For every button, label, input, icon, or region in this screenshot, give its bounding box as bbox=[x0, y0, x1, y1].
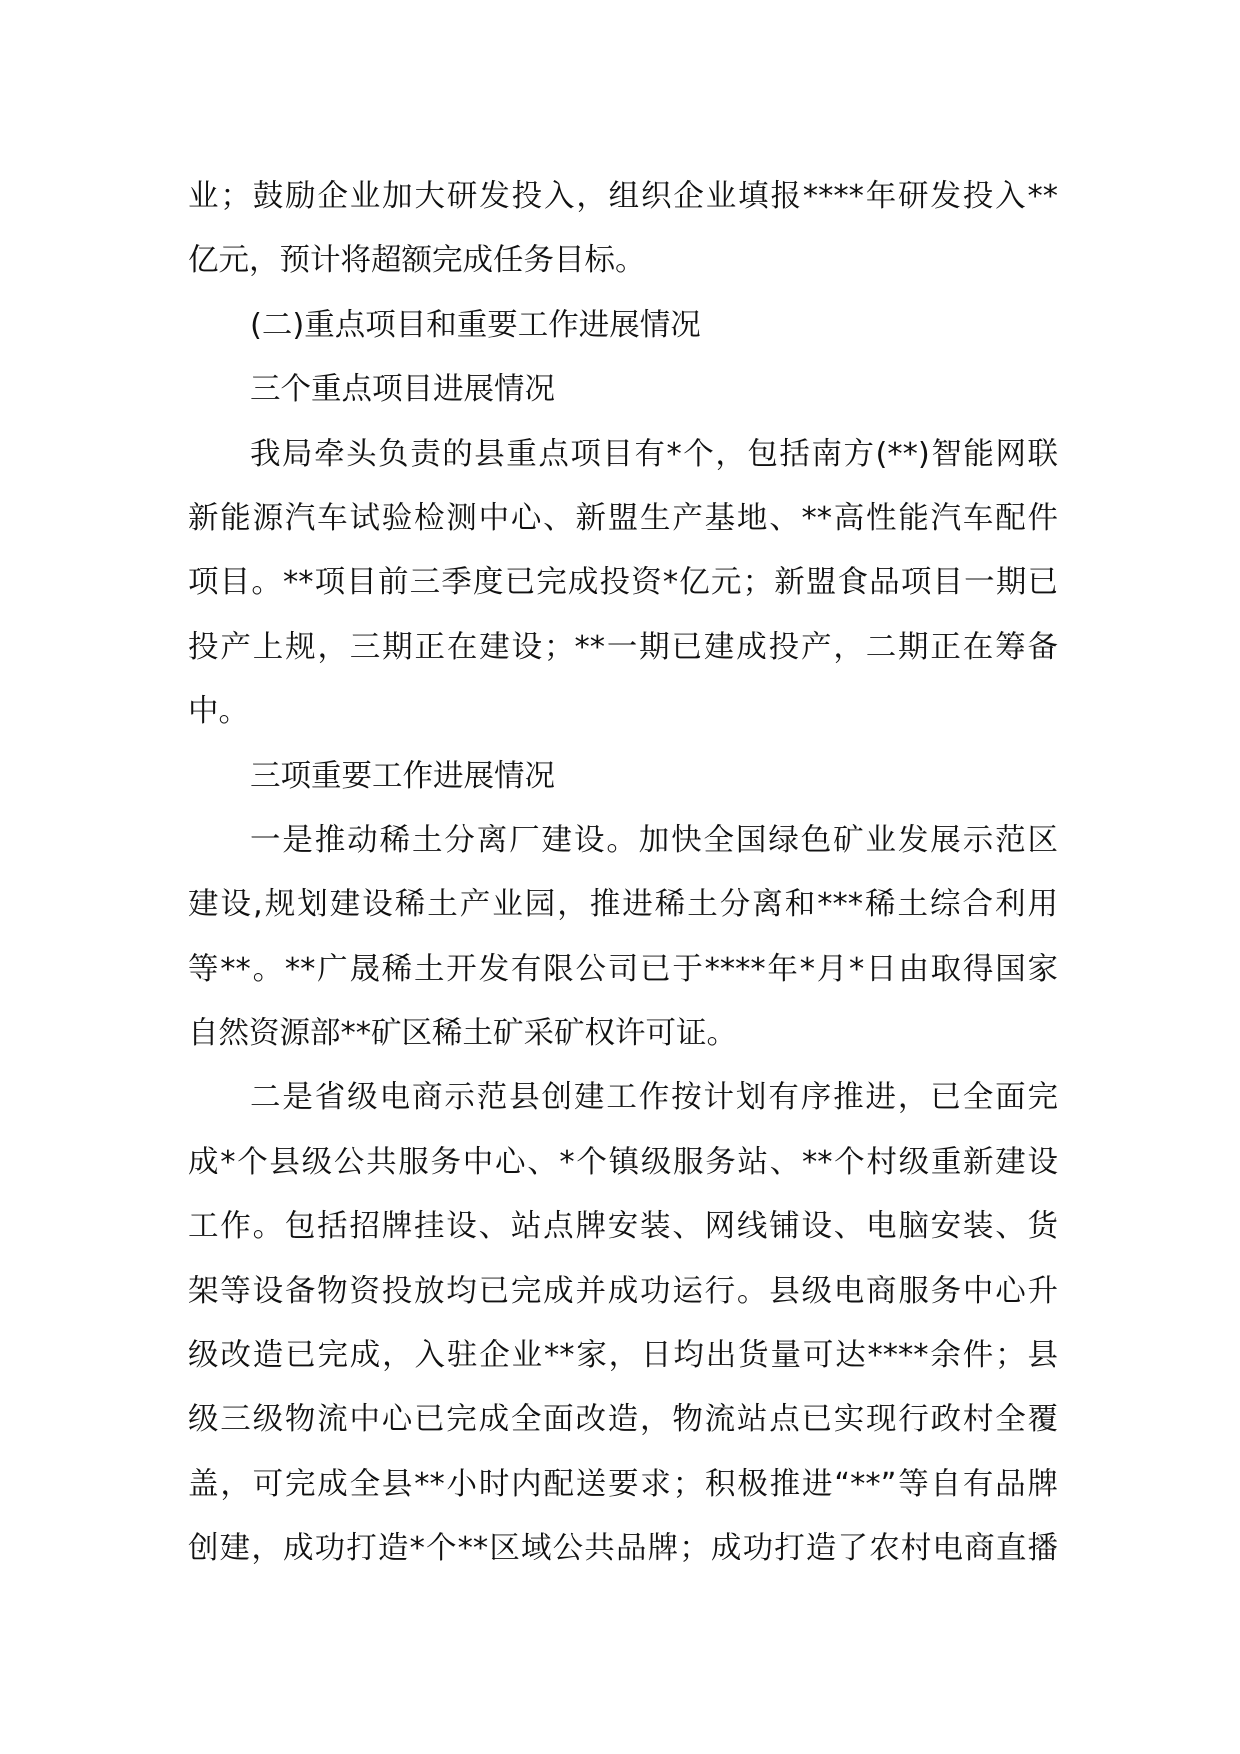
paragraph-line: 我局牵头负责的县重点项目有*个，包括南方(**)智能网联 bbox=[250, 436, 1058, 472]
paragraph-line: 建设,规划建设稀土产业园，推进稀土分离和***稀土综合利用 bbox=[188, 887, 1058, 923]
paragraph-line: 盖，可完成全县**小时内配送要求；积极推进“**”等自有品牌 bbox=[188, 1466, 1058, 1502]
paragraph-line: 创建，成功打造*个**区域公共品牌；成功打造了农村电商直播 bbox=[188, 1531, 1058, 1567]
paragraph-line: 等**。**广晟稀土开发有限公司已于****年*月*日由取得国家 bbox=[188, 951, 1058, 987]
paragraph-line: 一是推动稀土分离厂建设。加快全国绿色矿业发展示范区 bbox=[250, 822, 1058, 858]
paragraph-line: 成*个县级公共服务中心、*个镇级服务站、**个村级重新建设 bbox=[188, 1144, 1058, 1180]
paragraph-line: 自然资源部**矿区稀土矿采矿权许可证。 bbox=[188, 1016, 737, 1052]
subsection-heading: 三项重要工作进展情况 bbox=[250, 758, 555, 794]
paragraph-line: 架等设备物资投放均已完成并成功运行。县级电商服务中心升 bbox=[188, 1273, 1058, 1309]
paragraph-line: 投产上规，三期正在建设；**一期已建成投产，二期正在筹备 bbox=[188, 629, 1058, 665]
section-heading: (二)重点项目和重要工作进展情况 bbox=[250, 307, 701, 343]
subsection-heading: 三个重点项目进展情况 bbox=[250, 372, 555, 408]
paragraph-line: 二是省级电商示范县创建工作按计划有序推进，已全面完 bbox=[250, 1080, 1058, 1116]
paragraph-line: 亿元，预计将超额完成任务目标。 bbox=[188, 243, 646, 279]
paragraph-line: 业；鼓励企业加大研发投入，组织企业填报****年研发投入** bbox=[188, 179, 1058, 214]
paragraph-line: 项目。**项目前三季度已完成投资*亿元；新盟食品项目一期已 bbox=[188, 565, 1058, 601]
paragraph-line: 工作。包括招牌挂设、站点牌安装、网线铺设、电脑安装、货 bbox=[188, 1209, 1058, 1245]
paragraph-line: 级改造已完成，入驻企业**家，日均出货量可达****余件；县 bbox=[188, 1338, 1058, 1374]
paragraph-line: 新能源汽车试验检测中心、新盟生产基地、**高性能汽车配件 bbox=[188, 500, 1058, 536]
paragraph-line: 级三级物流中心已完成全面改造，物流站点已实现行政村全覆 bbox=[188, 1402, 1058, 1438]
document-body bbox=[188, 165, 1058, 1582]
paragraph-line: 中。 bbox=[188, 694, 249, 730]
